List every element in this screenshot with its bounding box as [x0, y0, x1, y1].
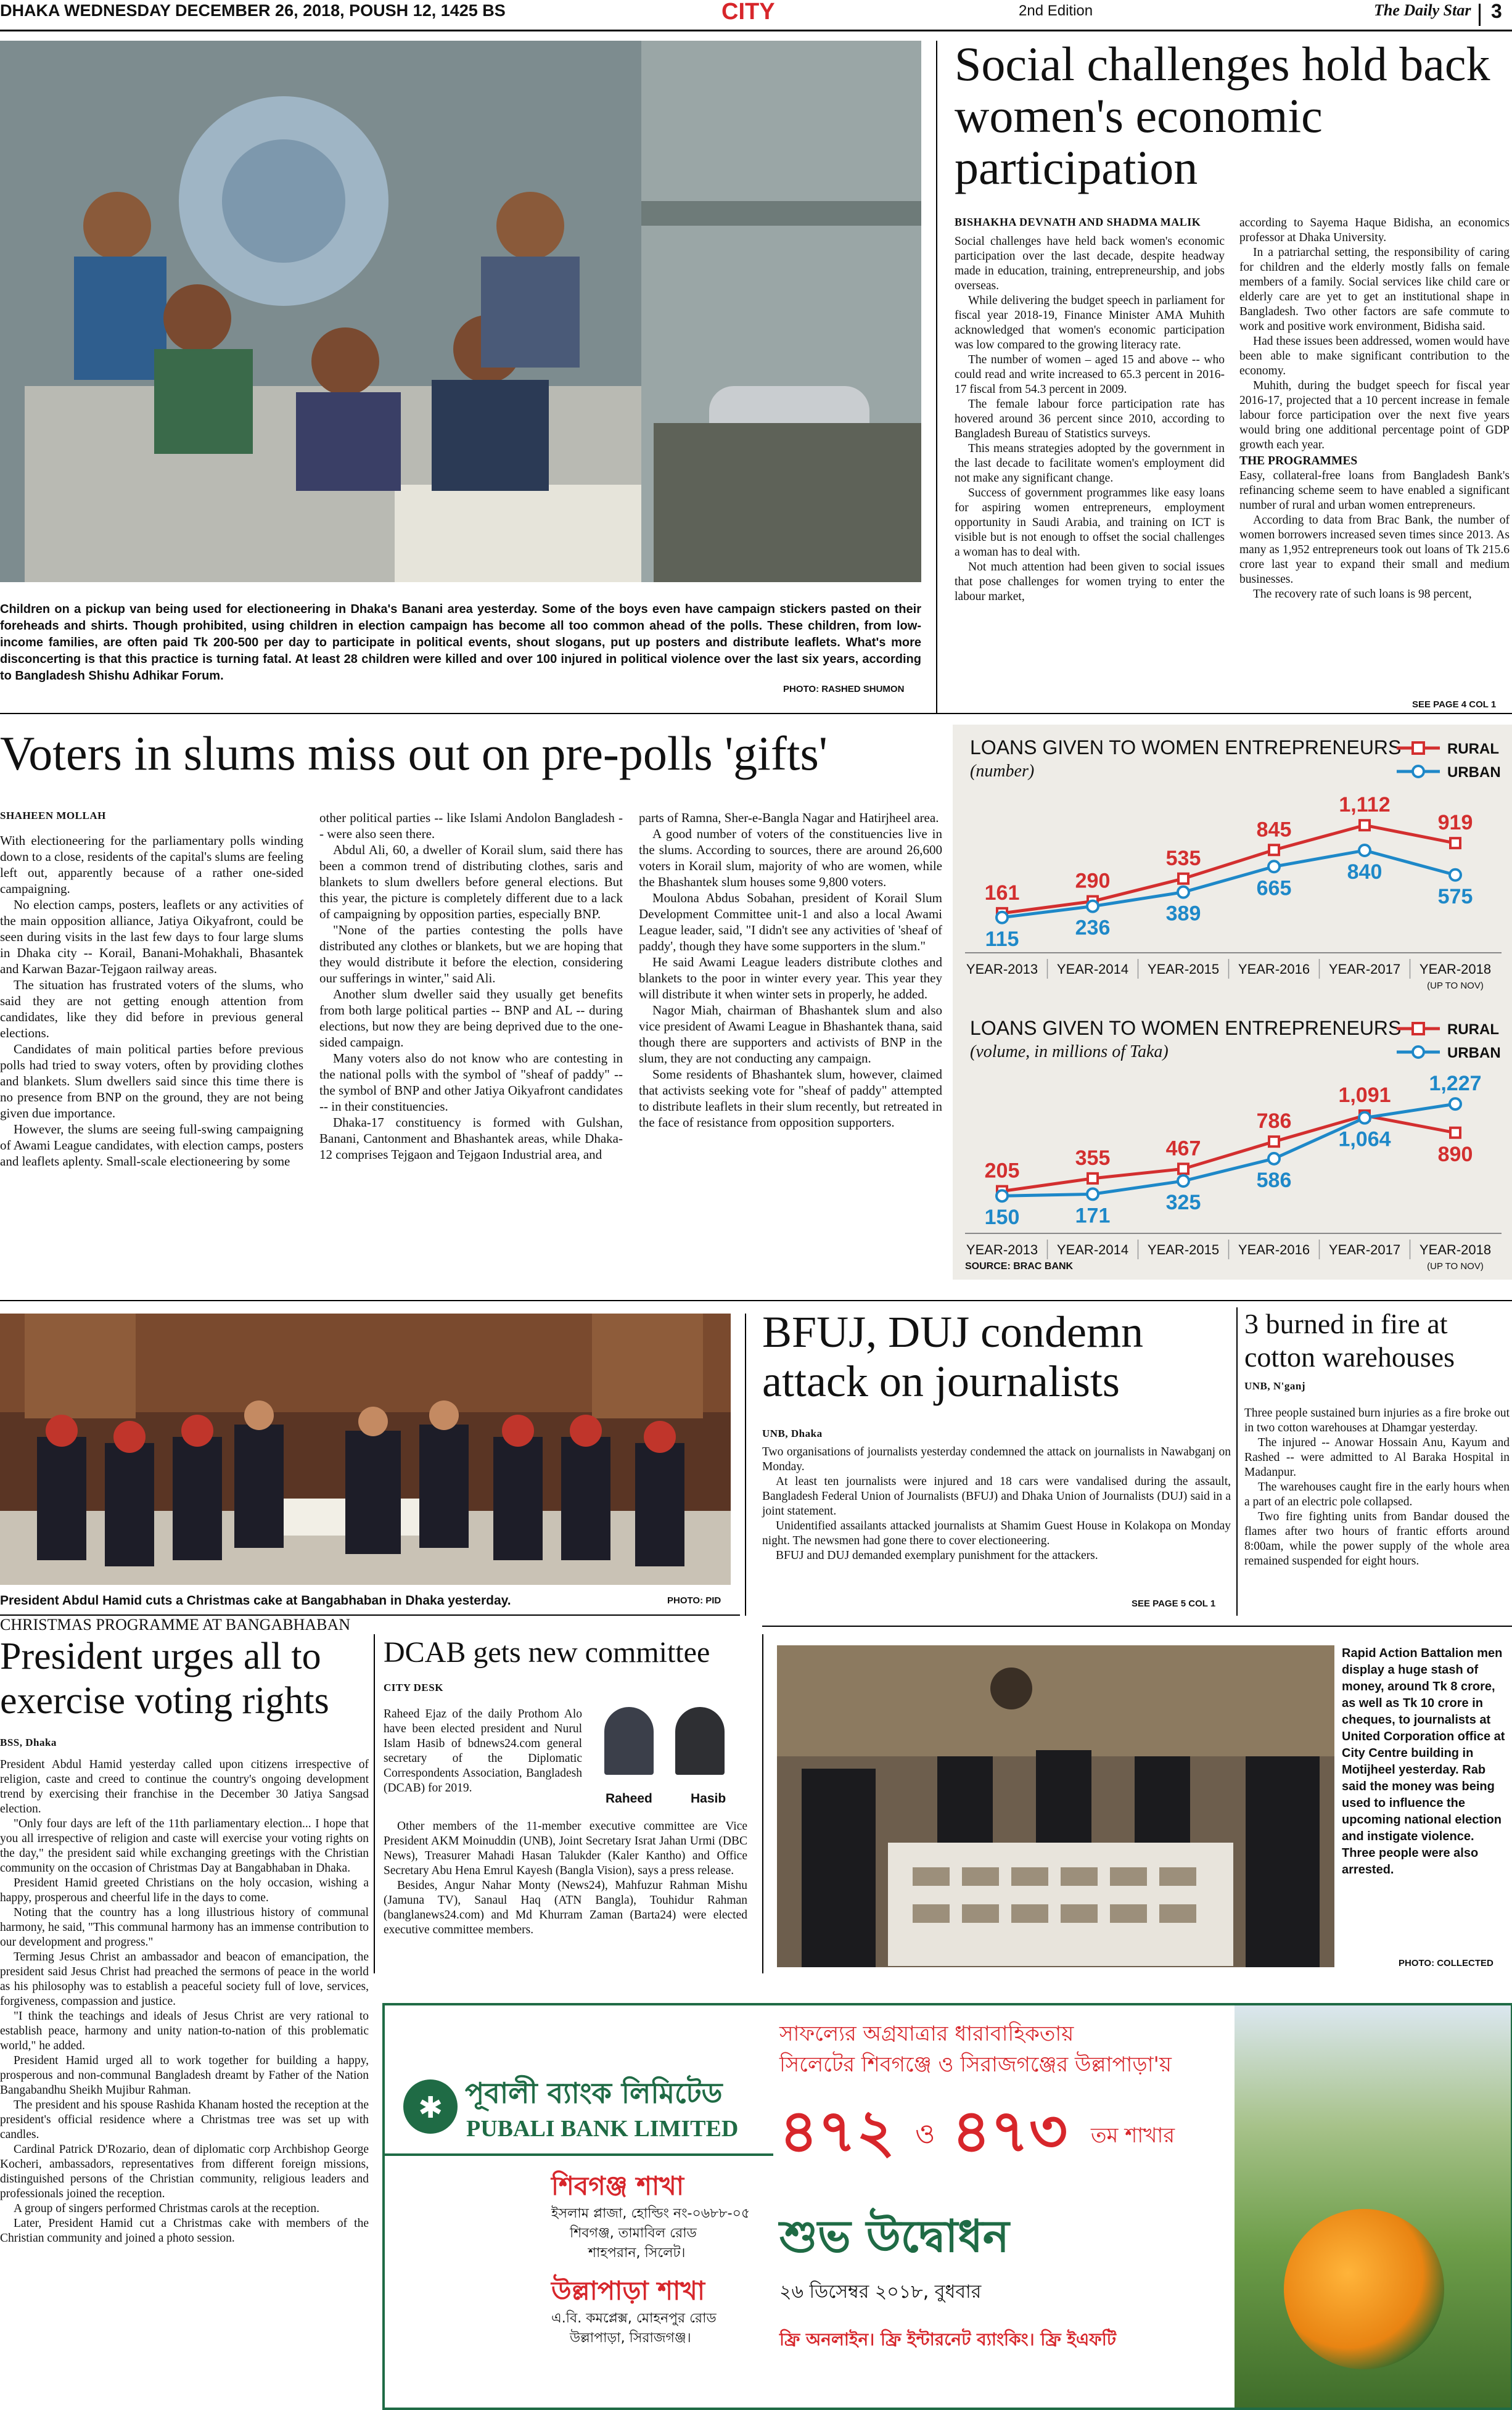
photo-top-credit: PHOTO: RASHED SHUMON	[783, 684, 905, 694]
president-paragraph: "I think the teachings and ideals of Jesus Christ are very rational to establish peace, harmony and unity nation-to-nation of this problematic world," he added.	[0, 2010, 369, 2052]
voters-paragraph: However, the slums are seeing full-swing campaigning of Awami League candidates, with election camps, posters and leaflets aplenty. Small-scale electioneering by some	[0, 1122, 303, 1169]
data-point	[1359, 845, 1370, 856]
loans-volume-chart	[953, 1005, 1512, 1283]
branch1-addr3: শাহপরান, সিলেট।	[588, 2245, 686, 2261]
branch1-addr1: ইসলাম প্লাজা, হোল্ডিং নং-০৬৮৮-০৫	[551, 2206, 750, 2221]
president-paragraph: President Hamid greeted Christians on the holy occasion, wishing a happy, prosperous and cheerful life in the days to come.	[0, 1877, 369, 1904]
masthead-divider	[1479, 4, 1481, 26]
bfuj-jump: SEE PAGE 5 COL 1	[1132, 1598, 1216, 1609]
voters-paragraph: Dhaka-17 constituency is formed with Gulshan, Banani, Cantonment and Bhashantek areas, while Dhaka-12 comprises Tejgaon and Tejgaon Industrial area, and	[319, 1115, 623, 1162]
president-byline: BSS, Dhaka	[0, 1737, 57, 1748]
women-paragraph: Easy, collateral-free loans from Bangladesh Bank's refinancing scheme seem to have enabled a significant number of rural and urban women entrepreneurs.	[1239, 469, 1510, 512]
data-point	[1360, 820, 1370, 830]
orange-cluster-image	[1284, 2209, 1444, 2369]
legend-label: URBAN	[1447, 764, 1501, 781]
christmas-cake-photo	[0, 1314, 731, 1585]
data-point	[996, 912, 1008, 923]
president-headline: President urges all to exercise voting rights	[0, 1635, 329, 1722]
christmas-credit: PHOTO: PID	[667, 1595, 721, 1606]
dcab-headline: DCAB gets new committee	[384, 1636, 710, 1669]
data-label: 1,091	[1338, 1083, 1391, 1107]
dcab-paragraph: Other members of the 11-member executive committee are Vice President AKM Moinuddin (UNB), Joint Secretary Israt Jahan Urmi (DBC News), Treasurer Mahadi Hasan Talukder (Kaler Kantho) and Office Secretary Abu Hena Emrul Kayesh (Bangla Vision), says a press release.	[384, 1820, 747, 1877]
dcab-body	[384, 1819, 747, 1938]
dcab-paragraph: Besides, Angur Nahar Monty (News24), Mahfuzur Rahman Mishu (Jamuna TV), Sanaul Haq (ATN Bangla), Touhidur Rahman (banglanews24.com) and Md Khurram Zaman (Barta24) were elected executive committee members.	[384, 1879, 747, 1936]
mug-caption-raheed: Raheed	[606, 1791, 652, 1806]
mugshot-raheed	[604, 1707, 654, 1775]
fire-paragraph: The warehouses caught fire in the early hours when a part of an electric pole collapsed.	[1244, 1481, 1510, 1508]
women-jump: SEE PAGE 4 COL 1	[1412, 699, 1497, 710]
fire-paragraph: Three people sustained burn injuries as a fire broke out in two cotton warehouses at Dhamgar yesterday.	[1244, 1407, 1510, 1434]
data-label: 1,064	[1338, 1127, 1391, 1151]
legend-marker	[1413, 1023, 1424, 1034]
ad-branch-number-1: ৪৭২	[779, 2097, 895, 2166]
women-byline: BISHAKHA DEVNATH AND SHADMA MALIK	[955, 216, 1201, 228]
category-label: YEAR-2015	[1147, 1242, 1220, 1257]
rab-caption: Rapid Action Battalion men display a huge stash of money, around Tk 8 crore, as well as Tk 10 crore in cheques, to journalists at United Corporation office at City Centre building in Motijheel yesterday. Rab said the money was being used to influence the upcoming national election and instigate violence. Three people were also arrested.	[1342, 1647, 1505, 1877]
data-point	[1087, 901, 1098, 912]
data-label: 467	[1165, 1137, 1201, 1161]
data-point	[1087, 1188, 1098, 1199]
fire-byline: UNB, N'ganj	[1244, 1380, 1306, 1392]
data-label: 665	[1256, 876, 1292, 900]
ad-branch-number-2: ৪৭৩	[952, 2097, 1068, 2166]
legend-marker	[1413, 766, 1424, 777]
christmas-caption: President Abdul Hamid cuts a Christmas cake at Bangabhaban in Dhaka yesterday.	[0, 1594, 511, 1608]
masthead	[0, 0, 1512, 30]
data-label: 355	[1075, 1146, 1111, 1170]
data-label: 161	[984, 881, 1020, 905]
data-label: 290	[1075, 869, 1111, 893]
voters-column-2	[319, 810, 623, 1162]
data-point	[1178, 1175, 1189, 1186]
mug-caption-hasib: Hasib	[691, 1791, 726, 1806]
voters-paragraph: Some residents of Bhashantek slum, however, claimed that activists seeking vote for "sheaf of paddy" attempted to distribute leaflets in their slum recently, but retreated in the face of resistance from opposition supporters.	[639, 1067, 942, 1130]
rab-credit: PHOTO: COLLECTED	[1399, 1958, 1494, 1968]
data-point	[1088, 1174, 1098, 1183]
lower-rule	[0, 1300, 1512, 1301]
voters-paragraph: The situation has frustrated voters of the slums, who said they are not getting enough attention from candidates, like they did before in previous general elections.	[0, 977, 303, 1040]
fire-body	[1244, 1406, 1510, 1569]
bfuj-body	[762, 1445, 1231, 1563]
photo-top-caption: Children on a pickup van being used for electioneering in Dhaka's Banani area yesterday. Some of the boys even have campaign stickers pasted on their foreheads and shirts. Though prohibited, using children in election campaign has become all too common ahead of the polls. These children, from low-income families, are often paid Tk 200-500 per day to participate in political events, shout slogans, put up posters and distribute leaflets. What's more disconcerting is that this practice is turning fatal. At least 28 children were killed and over 100 injured in political violence over the last six years, according to Bangladesh Shishu Adhikar Forum.	[0, 602, 921, 683]
tea-garden-image	[1235, 2005, 1511, 2408]
women-column-2	[1239, 216, 1510, 602]
fire-paragraph: Two fire fighting units from Bandar doused the flames after two hours of frantic efforts around 8:00am, while the power supply of the whole area remained suspended for eight hours.	[1244, 1510, 1510, 1568]
data-label: 786	[1256, 1109, 1292, 1133]
legend-marker	[1413, 742, 1424, 754]
bfuj-vrule	[1236, 1307, 1238, 1616]
data-label: 535	[1165, 846, 1201, 870]
women-headline: Social challenges hold back women's economic participation	[955, 37, 1490, 194]
mid-rule	[0, 713, 1512, 714]
women-subhead: THE PROGRAMMES	[1239, 454, 1358, 467]
data-point	[1269, 1137, 1279, 1146]
series-line-rural	[1002, 825, 1455, 913]
data-point	[1269, 845, 1279, 855]
women-paragraph: Muhith, during the budget speech for fiscal year 2016-17, projected that a 10 percent increase in female labour force participation over the next five years would bring one additional percentage point of GDP growth each year.	[1239, 379, 1510, 451]
ad-and: ও	[915, 2118, 935, 2150]
chart-title: LOANS GIVEN TO WOMEN ENTREPRENEURS	[970, 1017, 1402, 1039]
data-point	[1450, 838, 1460, 848]
election-children-illustration	[0, 41, 921, 582]
category-label: YEAR-2017	[1328, 1242, 1401, 1257]
christmas-vrule	[745, 1314, 746, 1616]
data-label: 1,112	[1339, 793, 1391, 817]
category-label: YEAR-2014	[1056, 961, 1129, 977]
category-label: YEAR-2013	[966, 961, 1038, 977]
paper-name: The Daily Star	[1374, 1, 1471, 19]
bfuj-paragraph: At least ten journalists were injured and 18 cars were vandalised during the assault, Bangladesh Federal Union of Journalists (BFUJ) and Dhaka Union of Journalists (DUJ) said in a joint statement.	[762, 1475, 1231, 1518]
women-column-1	[955, 234, 1225, 604]
voters-paragraph: No election camps, posters, leaflets or any activities of the main opposition alliance, Jatiya Oikyafront, could be seen during visits in the last few days to four large slums in Dhaka city -- Korail, Banani-Mohakhali, Bhasantek and Karwan Bazar-Tejgaon railway areas.	[0, 897, 303, 976]
data-label: 575	[1437, 884, 1473, 908]
data-label: 389	[1165, 902, 1201, 926]
data-point	[1450, 1098, 1461, 1109]
ad-tagline-1: সাফল্যের অগ্রযাত্রার ধারাবাহিকতায়	[779, 2021, 1074, 2046]
bank-name-bengali: পূবালী ব্যাংক লিমিটেড	[465, 2076, 723, 2110]
women-paragraph: Social challenges have held back women's economic participation over the last decade, despite headway made in education, training, entrepreneurship, and jobs overseas.	[955, 235, 1225, 292]
president-paragraph: The president and his spouse Rashida Khanam hosted the reception at the president's official residence where a Christmas tree was set up with candles.	[0, 2099, 369, 2141]
legend-label: URBAN	[1447, 1045, 1501, 1061]
bfuj-headline: BFUJ, DUJ condemn attack on journalists	[762, 1307, 1144, 1406]
ad-services: ফ্রি অনলাইন। ফ্রি ইন্টারনেট ব্যাংকিং। ফ্রি ইএফটি	[779, 2329, 1117, 2350]
voters-column-1	[0, 833, 303, 1169]
voters-paragraph: Moulona Abdus Sobahan, president of Korail Slum Development Committee unit-1 and also a local Awami League leader, said, "I didn't see any activities of 'sheaf of paddy', though they have some supporters in the slum."	[639, 890, 942, 953]
category-label: YEAR-2016	[1238, 1242, 1310, 1257]
president-kicker: CHRISTMAS PROGRAMME AT BANGABHABAN	[0, 1616, 351, 1634]
election-children-photo	[0, 41, 921, 582]
data-label: 586	[1256, 1168, 1292, 1192]
women-paragraph: While delivering the budget speech in parliament for fiscal year 2018-19, Finance Minister AMA Muhith acknowledged that women's economic participation was low compared to the growing literacy rate.	[955, 294, 1225, 352]
women-paragraph: The number of women – aged 15 and above -- who could read and write increased to 65.3 percent in 2016-17 fiscal from 54.3 percent in 2009.	[955, 353, 1225, 396]
president-paragraph: Terming Jesus Christ an ambassador and beacon of emancipation, the president said Jesus Christ had preached the sermons of peace in the world as his philosophy was to establish a peaceful society full of love, services, forgiveness, compassion and justice.	[0, 1951, 369, 2008]
ad-suffix: তম শাখার	[1091, 2123, 1175, 2148]
section-label: CITY	[721, 0, 775, 25]
page-number: 3	[1491, 0, 1502, 22]
loans-number-chart	[953, 725, 1512, 1002]
women-paragraph: This means strategies adopted by the government in the last decade to facilitate women's employment did not make any significant change.	[955, 442, 1225, 485]
legend-label: RURAL	[1447, 1021, 1499, 1038]
ad-inauguration: শুভ উদ্বোধন	[779, 2210, 1009, 2262]
fire-paragraph: The injured -- Anowar Hossain Anu, Kayum and Rashed -- were admitted to Al Baraka Hospital in Madanpur.	[1244, 1436, 1510, 1479]
legend-marker	[1413, 1047, 1424, 1058]
voters-paragraph: A good number of voters of the constituencies live in the slums. According to sources, there are around 26,600 voters in Korail slum, majority of who are women, while the Bhashantek slum houses some 9,800 voters.	[639, 826, 942, 889]
data-point	[1268, 1153, 1280, 1164]
voters-paragraph: With electioneering for the parliamentary polls winding down to a close, residents of the capital's slums are feeling left out, apparently because of a rather one-sided campaigning.	[0, 833, 303, 896]
data-point	[1178, 1164, 1188, 1174]
dcab-vrule	[762, 1634, 763, 1973]
branch1-title: শিবগঞ্জ শাখা	[551, 2171, 684, 2201]
rab-money-illustration	[777, 1645, 1334, 1967]
voters-paragraph: He said Awami League leaders distribute clothes and blankets to the poor in winter every year. This year they will distribute it when winter sets in properly, he added.	[639, 955, 942, 1001]
women-paragraph: Success of government programmes like easy loans for aspiring women entrepreneurs, employment opportunity in Saudi Arabia, and training on ICT is visible but is not enough to offset the social challenges a woman has to deal with.	[955, 487, 1225, 559]
category-note: (UP TO NOV)	[1427, 981, 1484, 991]
voters-headline: Voters in slums miss out on pre-polls 'gifts'	[0, 726, 828, 780]
voters-byline: SHAHEEN MOLLAH	[0, 810, 106, 821]
women-paragraph: Not much attention had been given to social issues that pose challenges for women trying to enter the labour market,	[955, 561, 1225, 603]
women-paragraph: according to Sayema Haque Bidisha, an economics professor at Dhaka University.	[1239, 216, 1510, 244]
president-body	[0, 1758, 369, 2246]
data-point	[1178, 874, 1188, 884]
voters-paragraph: parts of Ramna, Sher-e-Bangla Nagar and Hatirjheel area.	[639, 810, 939, 825]
data-label: 236	[1075, 916, 1111, 940]
ad-branch-divider	[385, 2153, 773, 2156]
mugshot-hasib	[675, 1707, 725, 1775]
data-point	[1268, 861, 1280, 872]
category-label: YEAR-2018	[1419, 1242, 1492, 1257]
data-label: 150	[984, 1206, 1020, 1230]
president-paragraph: Later, President Hamid cut a Christmas cake with members of the Christian community and joined a photo session.	[0, 2217, 369, 2245]
category-label: YEAR-2016	[1238, 961, 1310, 977]
series-line-urban	[1002, 850, 1455, 918]
data-point	[1359, 1112, 1370, 1124]
voters-paragraph: Abdul Ali, 60, a dweller of Korail slum, said there has been a common trend of distributing clothes, saris and blankets to slum dwellers before general elections. But this year, the picture is completely different due to a lack of campaigning by opposition parties, especially BNP.	[319, 842, 623, 921]
data-label: 845	[1256, 818, 1292, 842]
president-paragraph: President Abdul Hamid yesterday called upon citizens irrespective of religion, caste and creed to continue the country's ongoing development trend by exercising their franchise in the December 30 Jatiya Sangsad election.	[0, 1758, 369, 1816]
data-label: 325	[1165, 1191, 1201, 1214]
data-point	[1450, 1128, 1460, 1138]
dcab-para1: Raheed Ejaz of the daily Prothom Alo have been elected president and Nurul Islam Hasib of bdnews24.com general secretary of the Diplomatic Correspondents Association, Bangladesh (DCAB) for 2019.	[384, 1708, 582, 1795]
branch1-addr2: শিবগঞ্জ, তামাবিল রোড	[570, 2226, 697, 2241]
dcab-byline: CITY DESK	[384, 1682, 443, 1693]
data-point	[1178, 887, 1189, 898]
category-label: YEAR-2017	[1328, 961, 1401, 977]
data-label: 1,227	[1429, 1072, 1482, 1096]
data-label: 205	[984, 1159, 1020, 1183]
president-paragraph: Cardinal Patrick D'Rozario, dean of diplomatic corp Archbishop George Kocheri, ambassadors, representatives from different foreign missions, distinguished persons of the Christian community, religious leaders and professionals joined the reception.	[0, 2143, 369, 2200]
voters-paragraph: Another slum dweller said they usually get benefits from both large political parties -- BNP and AL -- during elections, but now they are being deprived due to the one-sided campaign.	[319, 987, 623, 1050]
president-paragraph: A group of singers performed Christmas carols at the reception.	[14, 2202, 320, 2215]
category-label: YEAR-2013	[966, 1242, 1038, 1257]
voters-paragraph: other political parties -- like Islami Andolon Bangladesh -- were also seen there.	[319, 810, 623, 841]
bank-logo-star-icon: ✱	[418, 2091, 443, 2125]
president-paragraph: "Only four days are left of the 11th parliamentary election... I hope that you all irrespective of religion and caste will exercise your voting rights on the day," the president said while exchanging greetings with the Christian community on the occasion of Christmas Day at Bangabhaban in Dhaka.	[0, 1817, 369, 1875]
branch2-title: উল্লাপাড়া শাখা	[551, 2276, 705, 2306]
voters-paragraph: Candidates of main political parties before previous polls had tried to sway voters, often by providing clothes and blankets. Slum dwellers said since this time there is no presence from BNP on the ground, they are not being given due importance.	[0, 1042, 303, 1121]
president-vrule	[374, 1634, 375, 1973]
chart-subtitle: (volume, in millions of Taka)	[970, 1042, 1169, 1061]
fire-bottom-rule	[762, 1626, 1512, 1627]
voters-paragraph: Nagor Miah, chairman of Bhashantek slum and also vice president of Awami League in Bhashantek thana, said though there are supporters and activists of BNP in the slum, they are not conducting any campaign.	[639, 1003, 942, 1066]
ad-date: ২৬ ডিসেম্বর ২০১৮, বুধবার	[779, 2281, 982, 2303]
pubali-ad	[382, 2003, 1512, 2410]
data-label: 115	[985, 927, 1019, 951]
bank-name-english: PUBALI BANK LIMITED	[466, 2116, 739, 2142]
president-paragraph: President Hamid urged all to work together for building a happy, prosperous and non-communal Bangladesh dreamt by Father of the Nation Bangabandhu Sheikh Mujibur Rahman.	[0, 2054, 369, 2097]
voters-paragraph: "None of the parties contesting the polls have distributed any clothes or blankets, but we are hoping that they would distribute it before the election, considering our sufferings in winter," said Ali.	[319, 923, 623, 985]
christmas-cake-illustration	[0, 1314, 731, 1585]
rab-money-photo	[777, 1645, 1334, 1967]
chart-subtitle: (number)	[970, 762, 1035, 781]
chart-source: SOURCE: BRAC BANK	[965, 1261, 1074, 1272]
bfuj-paragraph: Two organisations of journalists yesterday condemned the attack on journalists in Nawabganj on Monday.	[762, 1446, 1231, 1473]
data-label: 171	[1075, 1204, 1111, 1228]
branch2-addr2: উল্লাপাড়া, সিরাজগঞ্জ।	[570, 2330, 691, 2346]
bfuj-byline: UNB, Dhaka	[762, 1428, 823, 1439]
women-paragraph: The recovery rate of such loans is 98 percent,	[1253, 588, 1472, 601]
branch2-addr1: এ.বি. কমপ্লেক্স, মোহনপুর রোড	[551, 2311, 717, 2326]
data-point	[1450, 870, 1461, 881]
women-paragraph: The female labour force participation rate has hovered around 36 percent since 2010, according to Bangladesh Bureau of Statistics surveys.	[955, 398, 1225, 440]
women-paragraph: According to data from Brac Bank, the number of women borrowers increased seven times since 2013. As many as 1,952 entrepreneurs took out loans of Tk 215.6 crore last year to expand their small and medium businesses.	[1239, 514, 1510, 586]
voters-column-3	[639, 810, 942, 1130]
data-label: 840	[1347, 860, 1383, 884]
category-label: YEAR-2018	[1419, 961, 1492, 977]
dateline: DHAKA WEDNESDAY DECEMBER 26, 2018, POUSH 12, 1425 BS	[0, 1, 506, 20]
president-paragraph: Noting that the country has a long illustrious history of communal harmony, he said, "This communal harmony has an immense contribution to our development and progress."	[0, 1906, 369, 1949]
data-label: 890	[1437, 1142, 1473, 1166]
series-line-rural	[1002, 1116, 1455, 1191]
masthead-rule	[0, 30, 1512, 31]
women-paragraph: Had these issues been addressed, women would have been able to make significant contribution to the economy.	[1239, 335, 1510, 377]
bfuj-paragraph: BFUJ and DUJ demanded exemplary punishment for the attackers.	[776, 1549, 1098, 1562]
category-label: YEAR-2014	[1056, 1242, 1129, 1257]
top-column-rule	[936, 41, 937, 713]
chart-title: LOANS GIVEN TO WOMEN ENTREPRENEURS	[970, 736, 1402, 759]
edition-label: 2nd Edition	[1019, 2, 1093, 19]
fire-headline: 3 burned in fire at cotton warehouses	[1244, 1308, 1455, 1373]
data-point	[996, 1190, 1008, 1201]
category-note: (UP TO NOV)	[1427, 1261, 1484, 1272]
voters-paragraph: Many voters also do not know who are contesting in the national polls with the symbol of "sheaf of paddy" -- the symbol of BNP and other Jatiya Oikyafront candidates -- in their constituencies.	[319, 1051, 623, 1114]
ad-tagline-2: সিলেটের শিবগঞ্জে ও সিরাজগঞ্জের উল্লাপাড়া'য়	[779, 2052, 1172, 2077]
data-label: 919	[1437, 811, 1473, 835]
women-paragraph: In a patriarchal setting, the responsibility of caring for children and the elderly mostly falls on female members of a family. Social services like child care or elderly care are yet to get an institutional shape in Bangladesh. Two other factors are safe commute to work and positive work environment, Bidisha said.	[1239, 246, 1510, 333]
legend-label: RURAL	[1447, 741, 1499, 757]
category-label: YEAR-2015	[1147, 961, 1220, 977]
bfuj-paragraph: Unidentified assailants attacked journalists at Shamim Guest House in Kolakopa on Monday night. The newsmen had gone there to cover electioneering.	[762, 1520, 1231, 1547]
